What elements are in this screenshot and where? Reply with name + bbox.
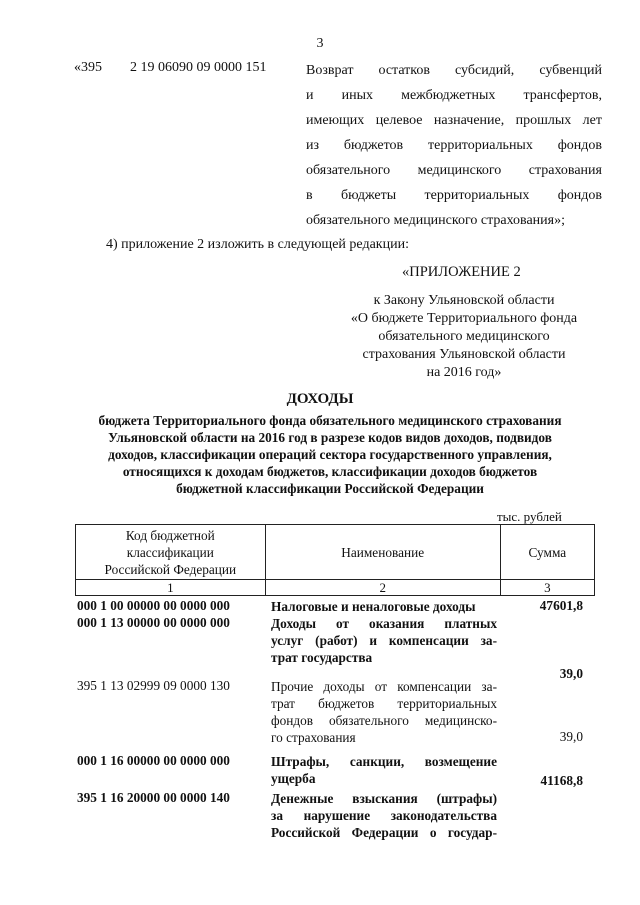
top-entry-line: обязательного медицинского страхования»; — [306, 213, 565, 228]
subtitle-line: относящихся к доходам бюджетов, классификации доходов бюджетов — [122, 464, 538, 479]
page-number: 3 — [316, 36, 324, 51]
subtitle-line: бюджета Территориального фонда обязательного медицинского страхования — [98, 413, 562, 428]
header-code-line: Российской Федерации — [104, 561, 237, 577]
row-sum: 47601,8 — [539, 598, 583, 613]
index-cell: 1 — [76, 580, 266, 596]
row-name-line: Прочие доходы от компенсации за- — [271, 679, 497, 694]
table-body — [77, 598, 597, 844]
row-code: 000 1 13 00000 00 0000 000 — [77, 615, 230, 630]
table-row — [77, 753, 597, 790]
row-name-line: Доходы от оказания платных — [271, 616, 497, 631]
top-entry-line: Возврат остатков субсидий, субвенций — [306, 63, 602, 78]
appendix-line: обязательного медицинского — [378, 329, 550, 344]
row-name-line: услуг (работ) и компенсации за- — [271, 633, 497, 648]
row-code: 395 1 16 20000 00 0000 140 — [77, 790, 230, 805]
appendix-line: к Закону Ульяновской области — [373, 293, 555, 308]
row-name-line: Штрафы, санкции, возмещение — [271, 754, 497, 769]
table-row — [77, 790, 597, 844]
row-code: 395 1 13 02999 09 0000 130 — [77, 678, 230, 693]
row-name-line: трат государства — [271, 650, 373, 665]
subtitle-line: доходов, классификации операций сектора государственного управления, — [108, 447, 552, 462]
appendix-line: на 2016 год» — [426, 365, 502, 380]
table-header-row — [76, 525, 595, 580]
row-name-line: Российской Федерации о государ- — [271, 825, 497, 840]
header-code — [76, 525, 266, 580]
table-row — [77, 678, 597, 753]
table-row — [77, 615, 597, 681]
header-code-line: классификации — [126, 544, 214, 560]
row-name-line: трат бюджетов территориальных — [271, 696, 497, 711]
table-index-row — [76, 580, 595, 596]
header-code-line: Код бюджетной — [125, 527, 215, 543]
row-name — [271, 678, 497, 746]
top-entry-line: обязательного медицинского страхования — [306, 163, 602, 178]
row-name-line: Налоговые и неналоговые доходы — [271, 599, 476, 614]
top-entry-description — [306, 58, 602, 233]
document-subtitle — [60, 412, 600, 497]
row-name — [271, 753, 497, 787]
income-table — [75, 524, 595, 596]
row-code: 000 1 00 00000 00 0000 000 — [77, 598, 230, 613]
units-label: тыс. рублей — [497, 509, 562, 524]
row-name-line: за нарушение законодательства — [271, 808, 497, 823]
row-name-line: фондов обязательного медицинско- — [271, 713, 497, 728]
top-entry-line: из бюджетов территориальных фондов — [306, 138, 602, 153]
header-sum: Сумма — [500, 525, 594, 580]
top-entry-code: 2 19 06090 09 0000 151 — [130, 60, 267, 75]
row-sum: 39,0 — [559, 666, 583, 681]
subtitle-line: бюджетной классификации Российской Федерации — [176, 481, 484, 496]
subtitle-line: Ульяновской области на 2016 год в разрезе кодов видов доходов, подвидов — [108, 430, 552, 445]
top-entry-line: и иных межбюджетных трансфертов, — [306, 88, 602, 103]
row-name-line: Денежные взыскания (штрафы) — [271, 791, 497, 806]
top-entry-line: в бюджеты территориальных фондов — [306, 188, 602, 203]
top-entry-prefix: «395 — [74, 60, 102, 75]
row-sum: 41168,8 — [540, 773, 583, 788]
item-4-text: 4) приложение 2 изложить в следующей редакции: — [106, 237, 409, 252]
row-name-line: го страхования — [271, 730, 356, 745]
appendix-line: страхования Ульяновской области — [362, 347, 566, 362]
top-entry-line: имеющих целевое назначение, прошлых лет — [306, 113, 602, 128]
appendix-line: «О бюджете Территориального фонда — [350, 311, 578, 326]
index-cell: 2 — [265, 580, 500, 596]
row-name — [271, 615, 497, 666]
appendix-subtitle — [338, 292, 590, 382]
row-sum: 39,0 — [559, 729, 583, 744]
document-title: ДОХОДЫ — [286, 391, 354, 407]
row-name — [271, 790, 497, 841]
index-cell: 3 — [500, 580, 594, 596]
table-row — [77, 598, 597, 615]
row-code: 000 1 16 00000 00 0000 000 — [77, 753, 230, 768]
appendix-title: «ПРИЛОЖЕНИЕ 2 — [402, 264, 521, 280]
row-name-line: ущерба — [271, 771, 316, 786]
row-name — [271, 598, 497, 615]
header-name: Наименование — [265, 525, 500, 580]
